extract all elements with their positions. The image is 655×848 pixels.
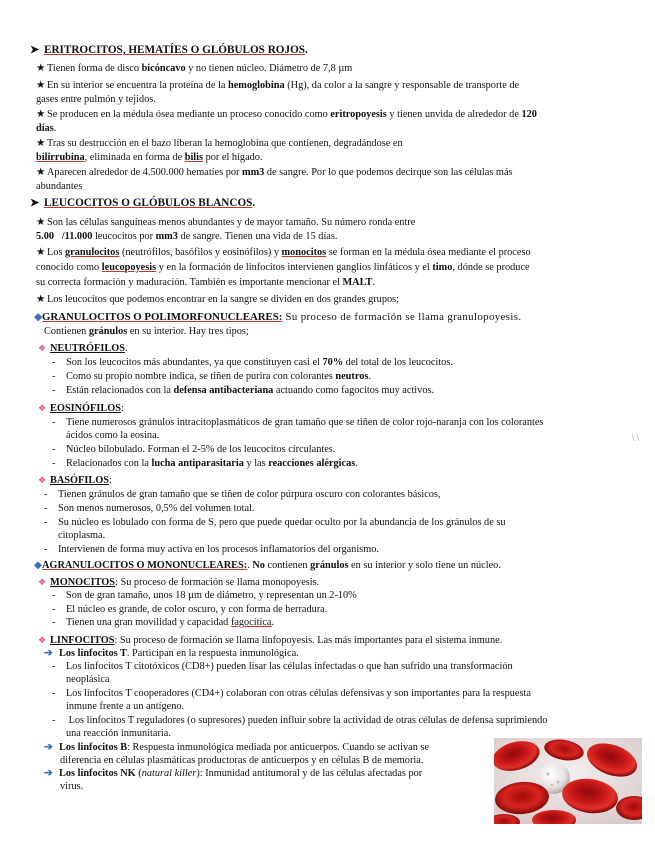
leucocitos-line-1: ★ Son las células sanguíneas menos abundantes y de mayor tamaño. Su número ronda entre [36, 217, 416, 228]
leucocitos-line-2: ★ Los granulocitos (neutrófilos, basófilos y eosinófilos) y monocitos se forman en la médula ósea mediante el proceso [36, 247, 531, 258]
linfocitos-b: ➔ Los linfocitos B: Respuesta inmunológica mediada por anticuerpos. Cuando se activan se [44, 742, 430, 753]
eritrocitos-line-2: ★ En su interior se encuentra la proteína de la hemoglobina (Hg), da color a la sangre y responsable de transporte de [36, 80, 520, 91]
diamond-bullet-icon: ❖ [38, 577, 47, 587]
red-blood-cells-image [494, 738, 642, 824]
heading-eritrocitos: ➤ ERITROCITOS, HEMATÍES O GLÓBULOS ROJOS. [30, 44, 308, 56]
basofilos-item-4: - Intervienen de forma muy activa en los procesos inflamatorios del organismo. [44, 544, 379, 555]
star-bullet-icon: ★ [36, 247, 46, 258]
diamond-bullet-icon: ❖ [38, 475, 47, 485]
neutrofilos-heading: ❖ NEUTRÓFILOS. [38, 343, 128, 354]
basofilos-item-1: - Tienen gránulos de gran tamaño que se tiñen de color púrpura oscuro con colorantes básicos, [44, 489, 441, 500]
eritrocitos-line-3: ★ Se producen en la médula ósea mediante un proceso conocido como eritropoyesis y tienen unvida de alrededor de 120 [36, 109, 537, 120]
diamond-bullet-icon: ❖ [38, 343, 47, 353]
monocitos-item-1: - Son de gran tamaño, unos 18 µm de diámetro, y representan un 2-10% [52, 590, 357, 601]
heading-leucocitos: ➤ LEUCOCITOS O GLÓBULOS BLANCOS. [30, 197, 256, 209]
linfocitos-t: ➔ Los linfocitos T. Participan en la respuesta inmunológica. [44, 648, 299, 659]
arrow-bullet-icon: ➤ [30, 197, 40, 209]
eritrocitos-line-5b: abundantes [36, 181, 83, 192]
basofilos-item-3b: citoplasma. [58, 530, 106, 541]
linfocitos-nk: ➔ Los linfocitos NK (natural killer): Inmunidad antitumoral y de las células afectadas por [44, 768, 423, 779]
linfocitos-t-item-2b: inmune frente a un antígeno. [66, 701, 185, 712]
neutrofilos-item-1: - Son los leucocitos más abundantes, ya que constituyen casi el 70% del total de los leucocitos. [52, 357, 453, 368]
star-bullet-icon: ★ [36, 138, 46, 149]
star-bullet-icon: ★ [36, 294, 46, 305]
monocitos-item-3: - Tienen una gran movilidad y capacidad fagocítica. [52, 617, 275, 628]
basofilos-item-2: - Son menos numerosos, 0,5% del volumen total. [44, 503, 255, 514]
basofilos-heading: ❖ BASÓFILOS: [38, 475, 112, 486]
linfocitos-b-line-2: diferencia en células plasmáticas productoras de anticuerpos y en células B de memoria. [60, 755, 424, 766]
stray-mark: \ \ [632, 433, 640, 443]
diamond-bullet-icon: ❖ [38, 403, 47, 413]
dot-bullet-icon: ◆ [34, 560, 42, 571]
linfocitos-t-item-2: - Los linfocitos T cooperadores (CD4+) colaboran con otras células defensivas y son importantes para la respuesta [52, 688, 531, 699]
arrow-right-icon: ➔ [44, 648, 53, 659]
eosinofilos-item-2: - Núcleo bilobulado. Forman el 2-5% de los leucocitos circulantes. [52, 444, 336, 455]
linfocitos-t-item-1b: neoplásica [66, 674, 110, 685]
star-bullet-icon: ★ [36, 217, 46, 228]
eritrocitos-line-2b: gases entre pulmón y tejidos. [36, 94, 156, 105]
neutrofilos-item-3: - Están relacionados con la defensa antibacteriana actuando como fagocitos muy activos. [52, 385, 435, 396]
linfocitos-t-item-3b: una reacción inmunitaria. [66, 728, 171, 739]
linfocitos-heading: ❖ LINFOCITOS: Su proceso de formación se llama linfopoyesis. Las más importantes para el sistema inmune. [38, 635, 503, 646]
eosinofilos-item-1b: ácidos como la eosina. [66, 430, 160, 441]
monocitos-item-2: - El núcleo es grande, de color oscuro, y con forma de herradura. [52, 604, 328, 615]
neutrofilos-item-2: - Como su propio nombre indica, se tiñen de purira con colorantes neutros. [52, 371, 371, 382]
leucocitos-line-2c: su correcta formación y maduración. También es importante mencionar el MALT. [36, 277, 375, 288]
linfocitos-t-item-1: - Los linfocitos T citotóxicos (CD8+) pueden lisar las células infectadas o que han sufrido una transformación [52, 661, 513, 672]
arrow-right-icon: ➔ [44, 742, 53, 753]
eosinofilos-heading: ❖ EOSINÓFILOS: [38, 403, 124, 414]
linfocitos-t-item-3: - Los linfocitos T reguladores (o supresores) pueden influir sobre la actividad de otras células de defensa suprimiendo [52, 715, 548, 726]
eritrocitos-line-4: ★ Tras su destrucción en el bazo liberan la hemoglobina que contienen, degradándose en [36, 138, 403, 149]
leucocitos-line-2b: conocido como leucopoyesis y en la formación de linfocitos intervienen ganglios linfáticos y el timo, dónde se produce [36, 262, 530, 273]
arrow-bullet-icon: ➤ [30, 44, 40, 56]
diamond-bullet-icon: ❖ [38, 635, 47, 645]
eritrocitos-line-5: ★ Aparecen alrededor de 4.500.000 hematíes por mm3 de sangre. Por lo que podemos decirque son las células más [36, 167, 513, 178]
linfocitos-nk-line-2: virus. [60, 781, 84, 792]
granulocitos-heading: ◆GRANULOCITOS O POLIMORFONUCLEARES: Su proceso de formación se llama granulopoyesis. [34, 311, 522, 323]
eosinofilos-item-1: - Tiene numerosos gránulos intracitoplasmáticos de gran tamaño que se tiñen de color rojo-naranja con los colorantes [52, 417, 544, 428]
star-bullet-icon: ★ [36, 109, 46, 120]
eosinofilos-item-3: - Relacionados con la lucha antiparasitaria y las reacciones alérgicas. [52, 458, 358, 469]
star-bullet-icon: ★ [36, 167, 46, 178]
arrow-right-icon: ➔ [44, 768, 53, 779]
leucocitos-line-1b: 5.00 /11.000 leucocitos por mm3 de sangre. Tienen una vida de 15 días. [36, 231, 338, 242]
leucocitos-line-3: ★ Los leucocitos que podemos encontrar en la sangre se dividen en dos grandes grupos; [36, 294, 399, 305]
basofilos-item-3: - Su núcleo es lobulado con forma de S, pero que puede quedar oculto por la abundancia de los gránulos de su [44, 517, 506, 528]
star-bullet-icon: ★ [36, 80, 46, 91]
eritrocitos-line-3b: días. [36, 123, 57, 134]
dot-bullet-icon: ◆ [34, 311, 43, 323]
eritrocitos-line-4b: bilirrubina, eliminada en forma de bilis por el hígado. [36, 152, 263, 163]
monocitos-heading: ❖ MONOCITOS: Su proceso de formación se llama monopoyesis. [38, 577, 320, 588]
star-bullet-icon: ★ [36, 63, 46, 74]
granulocitos-line-2: Contienen gránulos en su interior. Hay tres tipos; [44, 326, 249, 337]
agranulocitos-heading: ◆AGRANULOCITOS O MONONUCLEARES:. No contienen gránulos en su interior y solo tiene un núcleo. [34, 560, 501, 571]
eritrocitos-line-1: ★ Tienen forma de disco bicóncavo y no tienen núcleo. Diámetro de 7,8 µm [36, 63, 353, 74]
